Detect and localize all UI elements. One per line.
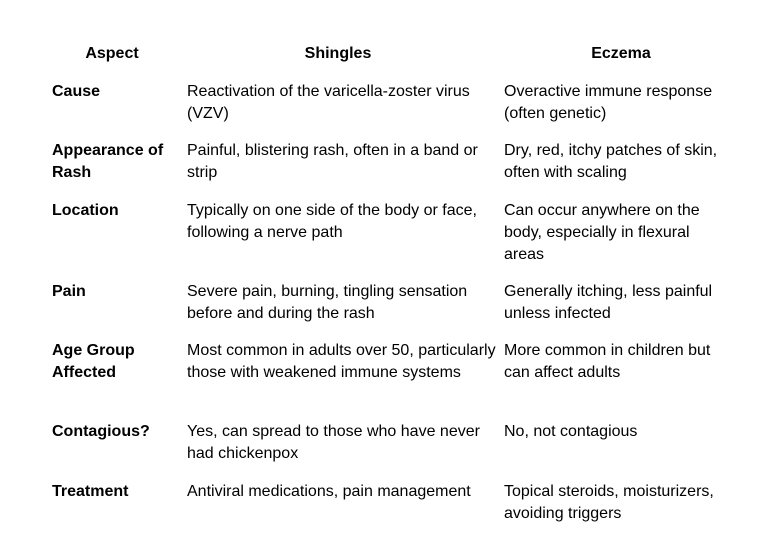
row-aspect: Appearance of Rash (52, 142, 164, 181)
row-aspect: Contagious? (52, 423, 150, 440)
header-shingles: Shingles (304, 45, 372, 62)
row-aspect: Pain (52, 283, 86, 300)
row-aspect: Treatment (52, 483, 129, 500)
row-eczema: Can occur anywhere on the body, especially in flexural areas (504, 202, 700, 263)
row-aspect: Location (52, 202, 119, 219)
row-aspect: Age Group Affected (52, 342, 135, 381)
row-eczema: No, not contagious (504, 423, 638, 440)
row-shingles: Reactivation of the varicella-zoster virus (VZV) (187, 83, 470, 122)
row-shingles: Most common in adults over 50, particularly those with weakened immune systems (187, 342, 496, 381)
row-eczema: Overactive immune response (often genetic) (504, 83, 713, 122)
row-aspect: Cause (52, 83, 101, 100)
row-eczema: Generally itching, less painful unless infected (504, 283, 713, 322)
row-shingles: Yes, can spread to those who have never had chickenpox (187, 423, 480, 462)
row-shingles: Painful, blistering rash, often in a band or strip (187, 142, 478, 181)
row-eczema: Topical steroids, moisturizers, avoiding triggers (504, 483, 714, 522)
header-eczema: Eczema (591, 45, 651, 62)
row-shingles: Typically on one side of the body or face, following a nerve path (187, 202, 477, 241)
row-eczema: Dry, red, itchy patches of skin, often with scaling (504, 142, 718, 181)
header-aspect: Aspect (85, 45, 139, 62)
row-shingles: Severe pain, burning, tingling sensation before and during the rash (187, 283, 468, 322)
row-shingles: Antiviral medications, pain management (187, 483, 471, 500)
row-eczema: More common in children but can affect adults (504, 342, 711, 381)
